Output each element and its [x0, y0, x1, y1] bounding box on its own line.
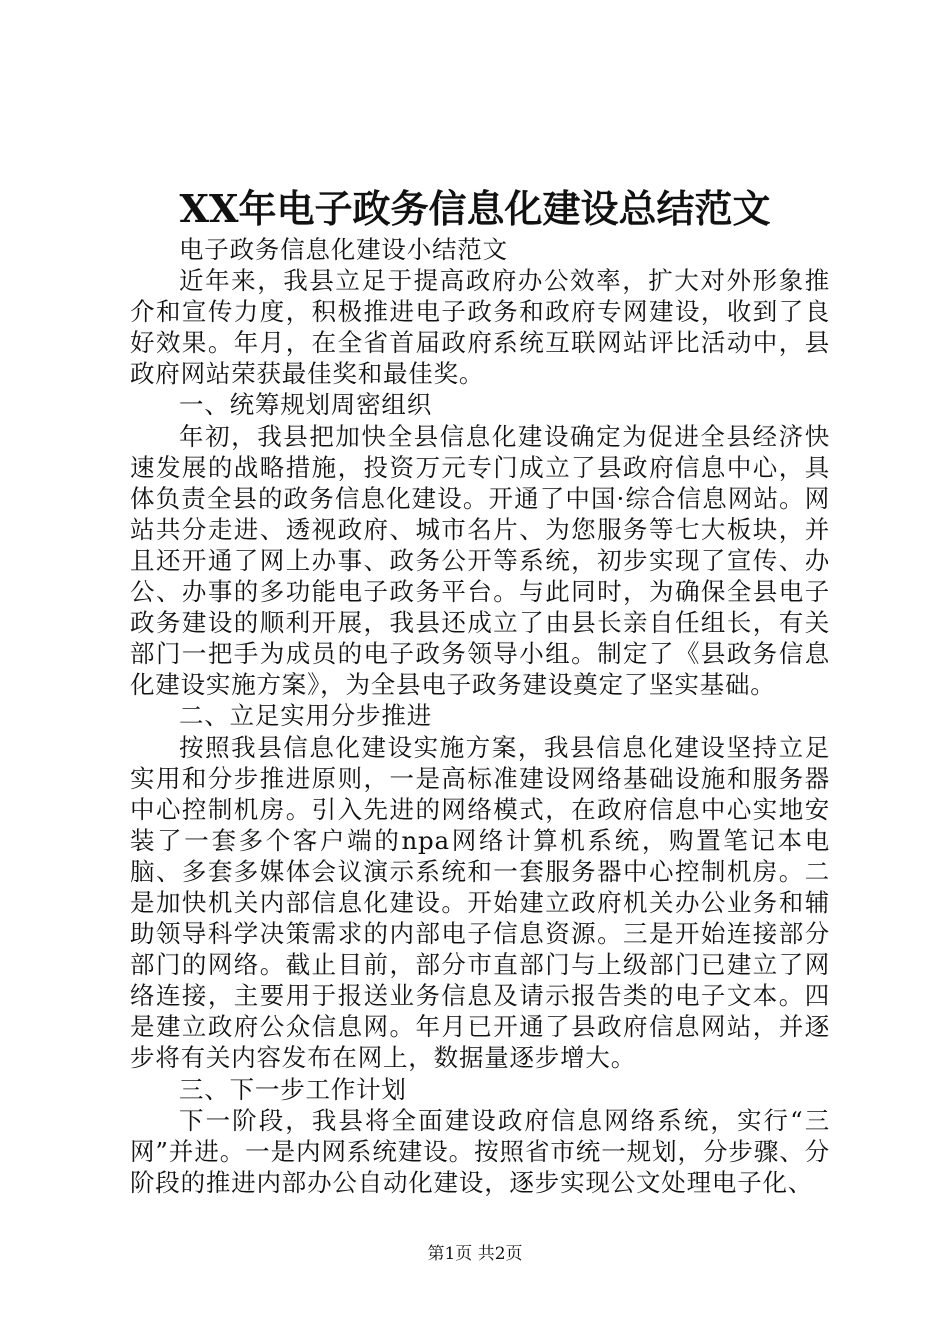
subtitle-paragraph: 电子政务信息化建设小结范文: [179, 235, 508, 264]
document-title: XX年电子政务信息化建设总结范文: [179, 186, 771, 231]
section-1-paragraph: 年初，我县把加快全县信息化建设确定为促进全县经济快速发展的战略措施，投资万元专门成立了县政府信息中心，具体负责全县的政务信息化建设。开通了中国·综合信息网站。网站共分走进、透视政府、城市名片、为您服务等七大板块，并且还开通了网上办事、政务公开等系统，初步实现了宣传、办公、办事的多功能电子政务平台。与此同时，为确保全县电子政务建设的顺利开展，我县还成立了由县长亲自任组长，有关部门一把手为成员的电子政务领导小组。制定了《县政务信息化建设实施方案》，为全县电子政务建设奠定了坚实基础。: [130, 421, 830, 700]
intro-paragraph: 近年来，我县立足于提高政府办公效率，扩大对外形象推介和宣传力度，积极推进电子政务和政府专网建设，收到了良好效果。年月，在全省首届政府系统互联网站评比活动中，县政府网站荣获最佳奖和最佳奖。: [130, 266, 830, 389]
section-heading-2: 二、立足实用分步推进: [179, 701, 432, 731]
section-heading-1: 一、统筹规划周密组织: [179, 390, 432, 420]
page-number-footer: 第1页 共2页: [427, 1244, 523, 1264]
section-heading-3: 三、下一步工作计划: [179, 1074, 407, 1104]
section-3-paragraph: 下一阶段，我县将全面建设政府信息网络系统，实行“三网”并进。一是内网系统建设。按照省市统一规划，分步骤、分阶段的推进内部办公自动化建设，逐步实现公文处理电子化、: [130, 1105, 830, 1197]
document-body: [130, 234, 830, 1198]
section-2-paragraph: 按照我县信息化建设实施方案，我县信息化建设坚持立足实用和分步推进原则，一是高标准建设网络基础设施和服务器中心控制机房。引入先进的网络模式，在政府信息中心实地安装了一套多个客户端的npa网络计算机系统，购置笔记本电脑、多套多媒体会议演示系统和一套服务器中心控制机房。二是加快机关内部信息化建设。开始建立政府机关办公业务和辅助领导科学决策需求的内部电子信息资源。三是开始连接部分部门的网络。截止目前，部分市直部门与上级部门已建立了网络连接，主要用于报送业务信息及请示报告类的电子文本。四是建立政府公众信息网。年月已开通了县政府信息网站，并逐步将有关内容发布在网上，数据量逐步增大。: [130, 732, 830, 1073]
